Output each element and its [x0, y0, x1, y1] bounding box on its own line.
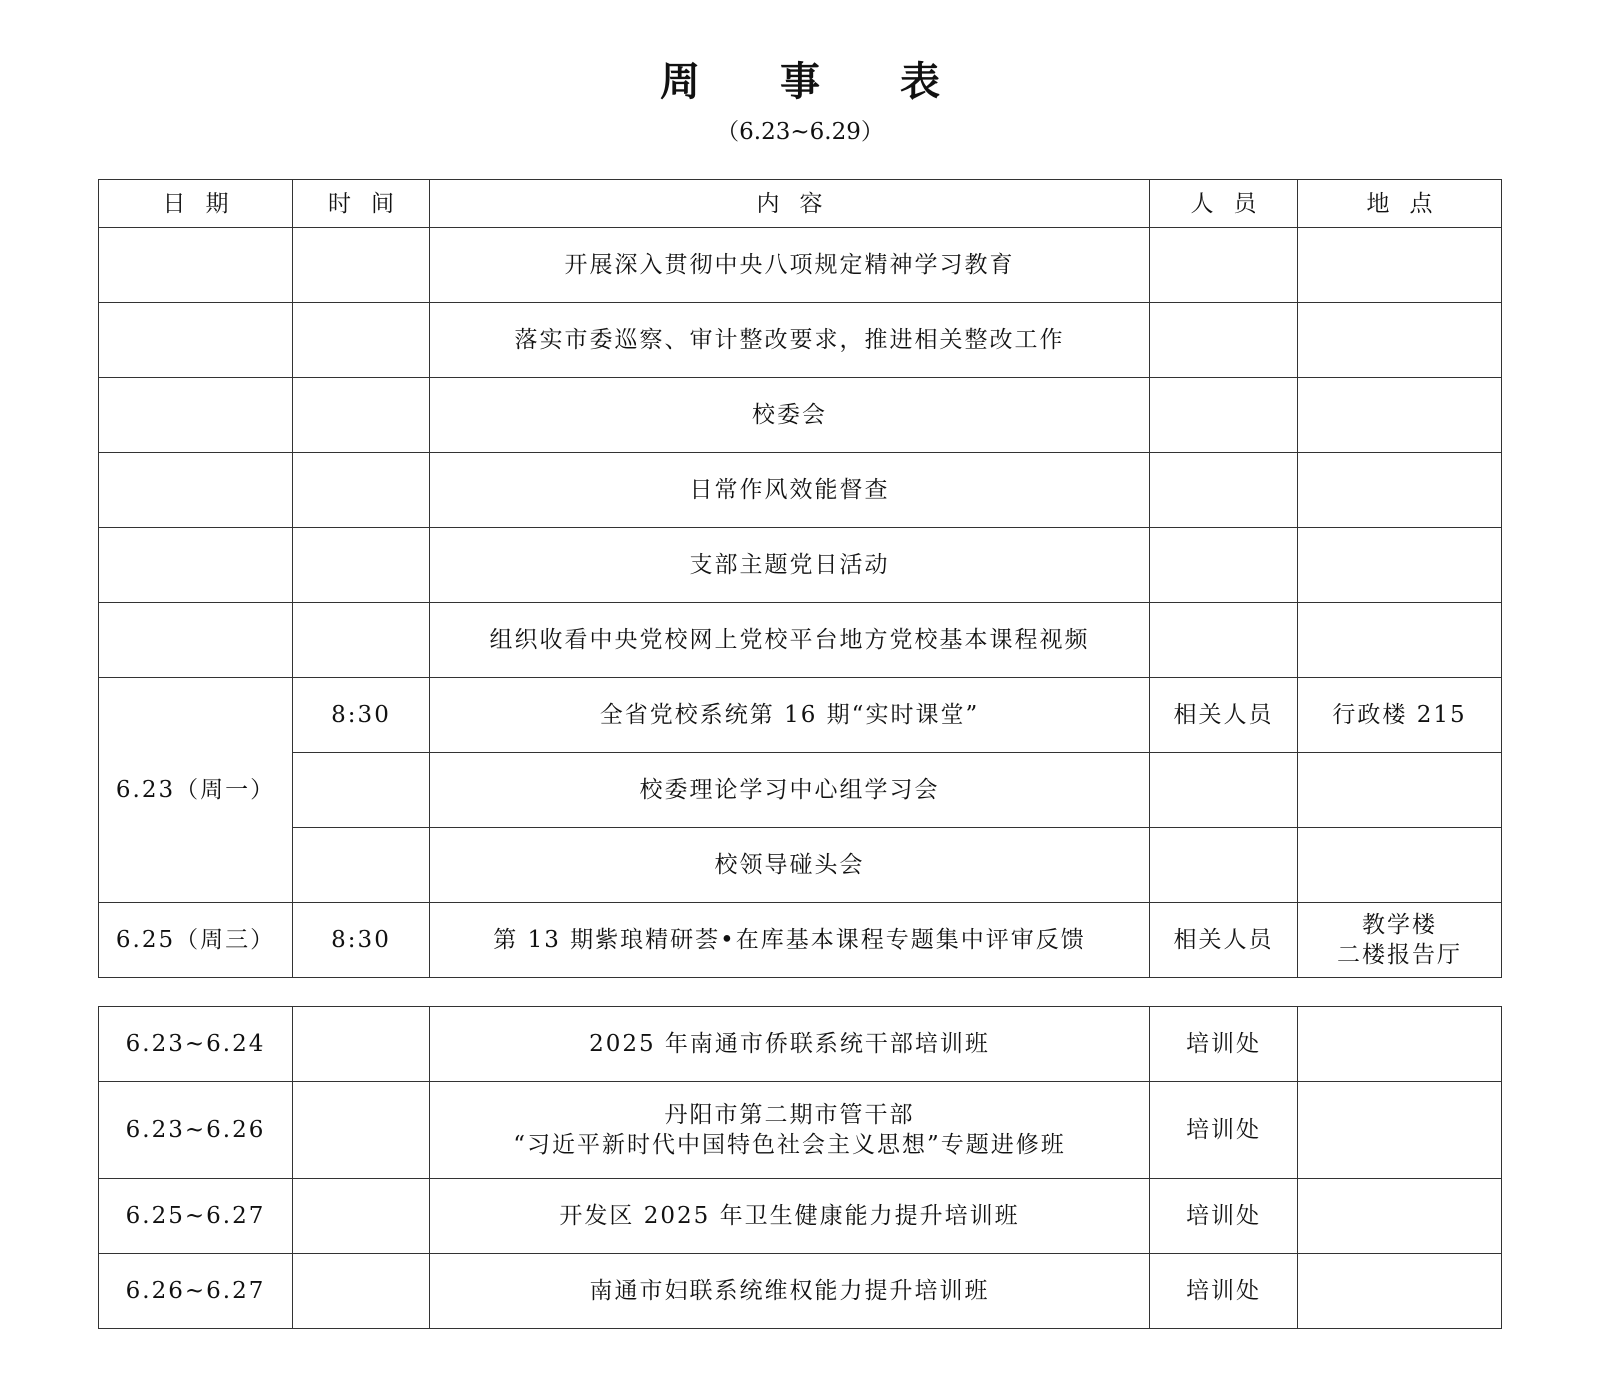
- header-location: 地点: [1298, 180, 1502, 228]
- table-row: [99, 228, 1502, 303]
- table-row: [99, 528, 1502, 603]
- date-cell: 6.23（周一）: [99, 678, 293, 903]
- location-cell: [1298, 378, 1502, 453]
- content-cell: [430, 1082, 1150, 1179]
- time-cell: [293, 753, 430, 828]
- header-date: 日期: [99, 180, 293, 228]
- time-cell: [293, 1082, 430, 1179]
- content-cell: 全省党校系统第 16 期“实时课堂”: [430, 678, 1150, 753]
- date-cell: 6.25~6.27: [99, 1179, 293, 1254]
- people-cell: 相关人员: [1150, 678, 1298, 753]
- location-cell: [1298, 1254, 1502, 1329]
- header-time: 时间: [293, 180, 430, 228]
- location-cell: [1298, 903, 1502, 978]
- time-cell: [293, 228, 430, 303]
- content-cell: 第 13 期紫琅精研荟•在库基本课程专题集中评审反馈: [430, 903, 1150, 978]
- table-row: [99, 453, 1502, 528]
- content-cell: 落实市委巡察、审计整改要求，推进相关整改工作: [430, 303, 1150, 378]
- location-cell: [1298, 303, 1502, 378]
- content-cell: 开展深入贯彻中央八项规定精神学习教育: [430, 228, 1150, 303]
- time-cell: [293, 603, 430, 678]
- table-row: [99, 828, 1502, 903]
- location-cell: [1298, 753, 1502, 828]
- people-cell: 相关人员: [1150, 903, 1298, 978]
- time-cell: [293, 1007, 430, 1082]
- content-cell: 校委会: [430, 378, 1150, 453]
- time-cell: [293, 1179, 430, 1254]
- table-row: [99, 1007, 1502, 1082]
- date-cell: 6.23~6.26: [99, 1082, 293, 1179]
- date-cell: [99, 378, 293, 453]
- content-line: “习近平新时代中国特色社会主义思想”专题进修班: [513, 1132, 1066, 1158]
- people-cell: [1150, 453, 1298, 528]
- table-row: [99, 753, 1502, 828]
- content-cell: 南通市妇联系统维权能力提升培训班: [430, 1254, 1150, 1329]
- content-cell: 校领导碰头会: [430, 828, 1150, 903]
- page-title: 周事表: [660, 59, 1020, 105]
- date-cell: 6.25（周三）: [99, 903, 293, 978]
- people-cell: [1150, 828, 1298, 903]
- time-cell: 8:30: [293, 903, 430, 978]
- date-range-subtitle: （6.23~6.29）: [716, 119, 884, 145]
- table-row: [99, 678, 1502, 753]
- time-cell: [293, 1254, 430, 1329]
- date-cell: [99, 528, 293, 603]
- time-cell: [293, 378, 430, 453]
- date-cell: [99, 453, 293, 528]
- location-cell: [1298, 528, 1502, 603]
- people-cell: [1150, 603, 1298, 678]
- location-cell: [1298, 453, 1502, 528]
- content-cell: 日常作风效能督查: [430, 453, 1150, 528]
- people-cell: [1150, 378, 1298, 453]
- location-cell: [1298, 1007, 1502, 1082]
- people-cell: 培训处: [1150, 1179, 1298, 1254]
- people-cell: 培训处: [1150, 1254, 1298, 1329]
- people-cell: [1150, 228, 1298, 303]
- date-cell: [99, 303, 293, 378]
- table-row: [99, 378, 1502, 453]
- schedule-table: [98, 179, 1502, 978]
- location-line: 教学楼: [1362, 912, 1437, 938]
- content-cell: 支部主题党日活动: [430, 528, 1150, 603]
- people-cell: 培训处: [1150, 1082, 1298, 1179]
- content-cell: 开发区 2025 年卫生健康能力提升培训班: [430, 1179, 1150, 1254]
- people-cell: [1150, 753, 1298, 828]
- date-cell: 6.23~6.24: [99, 1007, 293, 1082]
- location-cell: [1298, 1082, 1502, 1179]
- content-line: 丹阳市第二期市管干部: [664, 1102, 915, 1128]
- content-cell: 2025 年南通市侨联系统干部培训班: [430, 1007, 1150, 1082]
- people-cell: 培训处: [1150, 1007, 1298, 1082]
- location-cell: [1298, 1179, 1502, 1254]
- training-table: [98, 1006, 1502, 1329]
- location-line: 二楼报告厅: [1337, 942, 1462, 968]
- location-cell: [1298, 603, 1502, 678]
- table-row: [99, 1082, 1502, 1179]
- location-cell: 行政楼 215: [1298, 678, 1502, 753]
- date-cell: [99, 228, 293, 303]
- time-cell: [293, 453, 430, 528]
- table-row: [99, 1254, 1502, 1329]
- date-cell: [99, 603, 293, 678]
- content-cell: 组织收看中央党校网上党校平台地方党校基本课程视频: [430, 603, 1150, 678]
- date-cell: 6.26~6.27: [99, 1254, 293, 1329]
- table-row: [99, 1179, 1502, 1254]
- content-cell: 校委理论学习中心组学习会: [430, 753, 1150, 828]
- header-people: 人员: [1150, 180, 1298, 228]
- header-content: 内容: [430, 180, 1150, 228]
- header-row: [99, 180, 1502, 228]
- time-cell: [293, 528, 430, 603]
- location-cell: [1298, 228, 1502, 303]
- table-row: [99, 903, 1502, 978]
- time-cell: [293, 303, 430, 378]
- people-cell: [1150, 528, 1298, 603]
- time-cell: [293, 828, 430, 903]
- people-cell: [1150, 303, 1298, 378]
- table-row: [99, 303, 1502, 378]
- table-row: [99, 603, 1502, 678]
- location-cell: [1298, 828, 1502, 903]
- time-cell: 8:30: [293, 678, 430, 753]
